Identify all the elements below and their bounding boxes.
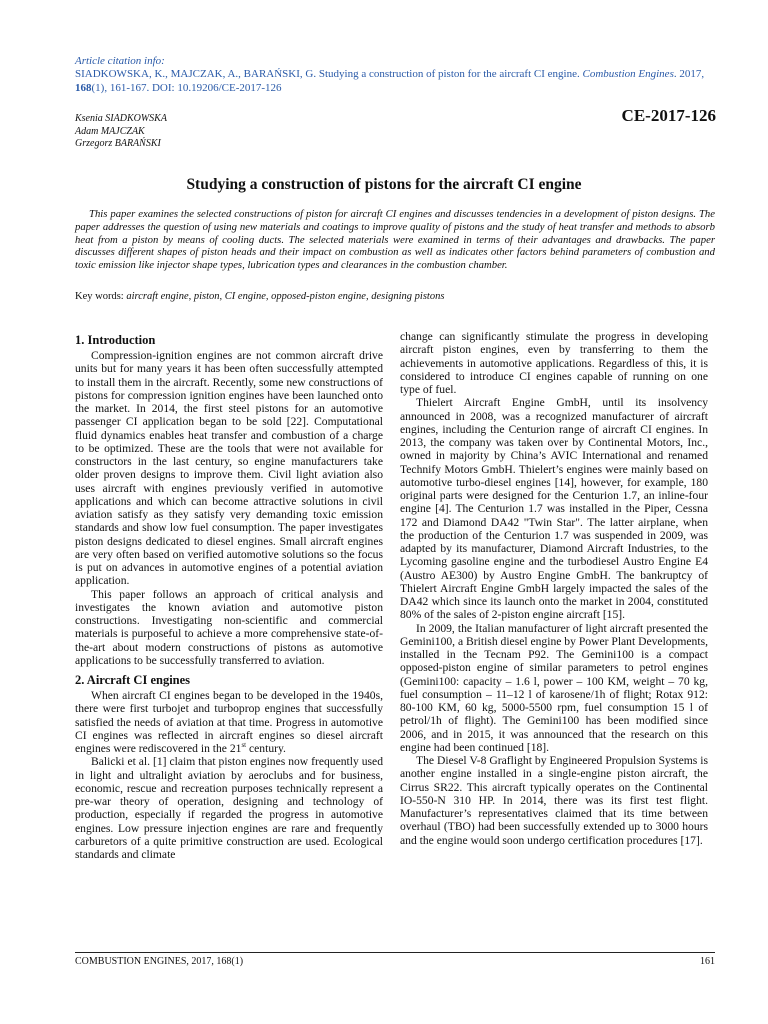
paragraph: Thielert Aircraft Engine GmbH, until its insolvency announced in 2008, was a recognized manufacturer of aircraft engines, including the Centurion range of aircraft CI engines. In 2013, the company was taken over by Continental Motors, Inc., owned in majority by China’s AVIC International and renamed Technify Motors GmbH. Thielert’s engines were mainly based on automotive turbo-diesel engines [14], however, for example, 180 original parts were designed for the Centurion 1.7, an inline-four engine [4]. The Centurion 1.7 was installed in the Piper, Cessna 172 and Diamond DA42 "Twin Star". The latter airplane, when the production of the Centurion 1.7 was suspended in 2009, was adapted by its manufacturer, Diamond Aircraft Industries, to the Lycoming gasoline engine and the turbodiesel Austro Engine E4 (Austro AE300) by Austro Engine GmbH. The bankruptcy of Thielert Aircraft Engine GmbH largely impacted the sales of the DA42 which since its launch onto the market in 2004, constituted 80% of the sales of 2-piston engine aircraft [15]. <box>400 396 708 622</box>
ordinal-suffix: st <box>241 741 247 750</box>
section-heading-aircraft-ci-engines: 2. Aircraft CI engines <box>75 673 191 687</box>
citation-reference[interactable] <box>75 68 715 95</box>
keywords <box>75 290 715 303</box>
section-heading-introduction: 1. Introduction <box>75 333 156 347</box>
citation-year: . 2017, <box>673 68 705 80</box>
footer-divider <box>75 952 715 953</box>
paragraph: In 2009, the Italian manufacturer of light aircraft presented the Gemini100, a British diesel engine by Power Plant Developments, installed in the Tecnam P92. The Gemini100 is a compact opposed-piston engine of similar parameters to petrol engines (Gemini100: capacity – 1.6 l, power – 100 KM, weight – 70 kg, fuel consumption – 11–12 l of karosene/1h of flight; Rotax 912: 80-100 KM, 60 kg, 5000-5500 rpm, fuel consumption 15 l of petrol/1h of flight). The Gemini100 has been modified since 2006, and in 2015, it was announced that the research on this engine had been continued [18]. <box>400 621 708 754</box>
author-name: Ksenia SIADKOWSKA <box>75 113 167 124</box>
citation-journal: Combustion Engines <box>582 68 674 80</box>
paragraph: This paper follows an approach of critical analysis and investigates the known aviation and automotive piston constructions. Investigating non-scientific and commercial materials is purposeful to achieve a more comprehensive state-of-the-art about modern constructions of pistons as automotive applications to be successfully transferred to aviation. <box>75 587 383 667</box>
page-number: 161 <box>700 956 715 967</box>
paragraph: Balicki et al. [1] claim that piston engines now frequently used in light and ultralight aviation by aeroclubs and for business, economic, rescue and recreation purposes technically represent a pre-war theory of operation, designing and technology of production, especially if regarded the progress in automotive engines. Low pressure injection engines are rare and frequently carburetors of a quite primitive construction are used. Ecological standards and climate <box>75 755 383 861</box>
keywords-label: Key words: <box>75 291 127 302</box>
paper-title: Studying a construction of pistons for the aircraft CI engine <box>186 176 582 193</box>
right-column <box>400 330 708 847</box>
author-name: Grzegorz BARAŃSKI <box>75 138 161 149</box>
citation-volume: 168 <box>75 81 92 94</box>
paragraph <box>75 689 383 755</box>
author-name: Adam MAJCZAK <box>75 125 145 137</box>
citation-heading: Article citation info: <box>75 55 165 67</box>
footer-journal: COMBUSTION ENGINES, 2017, 168(1) <box>75 956 244 967</box>
article-id: CE-2017-126 <box>621 106 716 125</box>
abstract: This paper examines the selected constructions of piston for aircraft CI engines and discusses tendencies in a development of piston designs. The paper addresses the question of using new materials and coatings to improve quality of pistons and the study of heat transfer and methods to absorb heat from a piston by means of cooling ducts. The selected materials were examined in terms of their advantages and drawbacks. The paper discusses different shapes of piston heads and their impact on combustion as well as indicates other factors behind parameters of combustion and toxic emission like injector shape types, lubrication types and clearances in the combustion chamber. <box>75 208 715 272</box>
citation-ref-tail: (1), 161-167. DOI: 10.19206/CE-2017-126 <box>91 81 282 94</box>
citation-ref-main: SIADKOWSKA, K., MAJCZAK, A., BARAŃSKI, G. Studying a construction of piston for the aircraft CI engine. <box>75 68 583 80</box>
keywords-list: aircraft engine, piston, CI engine, opposed-piston engine, designing pistons <box>126 291 445 302</box>
paragraph: change can significantly stimulate the progress in developing aircraft piston engines, even by transferring to them the achievements in automotive applications. Regardless of this, it is considered to introduce CI engines capable of running on one type of fuel. <box>400 330 708 396</box>
left-column <box>75 330 383 861</box>
paragraph-text-end: century. <box>246 742 286 755</box>
paragraph: The Diesel V-8 Graflight by Engineered Propulsion Systems is another engine installed in a single-engine piston aircraft, the Cirrus SR22. This aircraft typically operates on the Continental IO-550-N 310 HP. In 2014, there was its first test flight. Manufacturer’s representatives claimed that its time between overhaul (TBO) had been successfully extended up to 3000 hours and the engine would soon undergo certification procedures [17]. <box>400 754 708 847</box>
paragraph-text: When aircraft CI engines began to be developed in the 1940s, there were first turbojet and turboprop engines that successfully satisfied the needs of aviation at that time. Progress in automotive CI engines was reflected in aircraft engines so diesel aircraft engines were rediscovered in the 21 <box>75 689 383 755</box>
paragraph: Compression-ignition engines are not common aircraft drive units but for many years it has been often successfully attempted to install them in the aircraft. Recently, some new constructions of pistons for compression ignition engines have been launched onto the market. In 2014, the first steel pistons for an automotive passenger CI application began to be sold [22]. Computational fluid dynamics enables heat transfer and combustion of a charge to be optimized. These are the tools that were not available for constructors in the last century, so engine manufacturers take older proven designs to improve them. Civil light aviation also uses aircraft with engines previously verified in automotive applications and which can become attractive solutions in civil aviation satisfy as they satisfy very demanding toxic emission standards and show low fuel consumption. The paper investigates piston designs dedicated to diesel engines. Small aircraft engines are very often based on verified automotive solutions so the focus is put on advances in automotive engines of a potential aviation application. <box>75 349 383 588</box>
author-list <box>75 113 167 151</box>
